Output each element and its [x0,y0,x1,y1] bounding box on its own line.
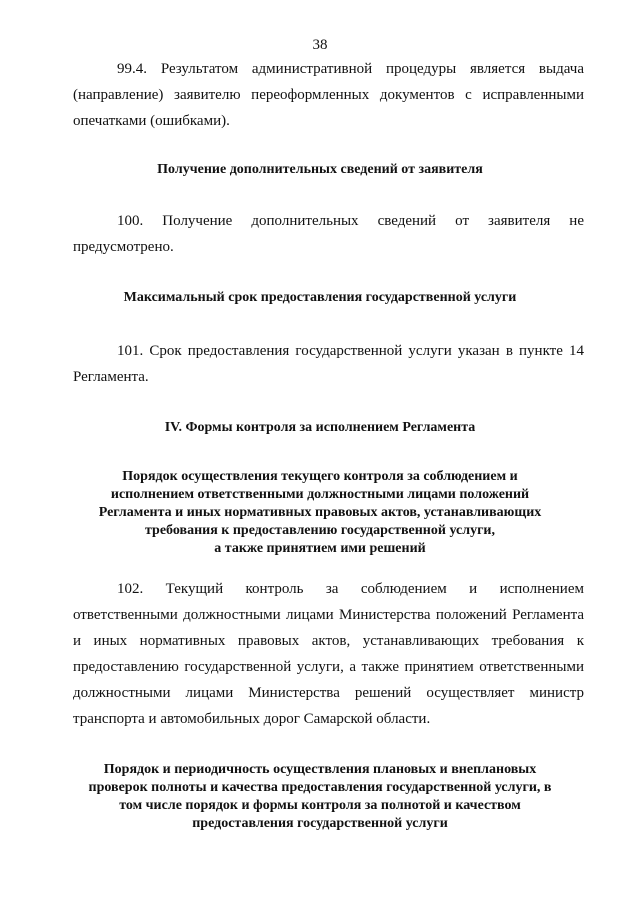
text-line: опечатками (ошибками). [73,113,230,129]
text-line: Регламента. [73,369,149,385]
page-number: 38 [312,37,328,53]
heading-line: Регламента и иных нормативных правовых актов, устанавливающих [98,505,542,520]
text-line: 101. Срок предоставления государственной услуги указан в пункте 14 [117,343,584,359]
heading-line: Максимальный срок предоставления государственной услуги [123,290,517,305]
text-line: предоставлению государственной услуги, а также принятием ответственными [73,659,584,675]
text-line: 102. Текущий контроль за соблюдением и исполнением [117,581,584,597]
heading-line: исполнением ответственными должностными лицами положений [110,487,530,502]
text-line: предусмотрено. [73,239,174,255]
text-line: транспорта и автомобильных дорог Самарской области. [73,711,431,727]
heading-section-iv [60,419,580,437]
text-line: и иных нормативных правовых актов, устанавливающих требования к [73,633,584,649]
text-line: 100. Получение дополнительных сведений от заявителя не [117,213,584,229]
text-line: (направление) заявителю переоформленных документов с исправленными [73,87,584,103]
paragraph-101 [73,338,584,390]
paragraph-99-4 [73,56,584,134]
heading-line: Порядок и периодичность осуществления плановых и внеплановых [103,762,537,777]
paragraph-100 [73,208,584,260]
heading-line: проверок полноты и качества предоставления государственной услуги, в [88,780,552,795]
text-line: 99.4. Результатом административной процедуры является выдача [117,61,584,77]
heading-line: а также принятием ими решений [214,541,426,556]
heading-line: Порядок осуществления текущего контроля за соблюдением и [122,469,518,484]
heading-line: требования к предоставлению государственной услуги, [145,523,495,538]
heading-periodic-control [60,761,580,833]
heading-line: предоставления государственной услуги [192,816,448,831]
heading-line: том числе порядок и формы контроля за полнотой и качеством [119,798,521,813]
text-line: ответственными должностными лицами Министерства положений Регламента [73,607,584,623]
heading-max-term [60,289,580,307]
heading-additional-info [60,161,580,179]
heading-line: Получение дополнительных сведений от заявителя [157,162,483,177]
paragraph-102 [73,576,584,732]
heading-line: IV. Формы контроля за исполнением Регламента [164,420,476,435]
heading-current-control [60,468,580,558]
text-line: должностными лицами Министерства решений осуществляет министр [73,685,584,701]
